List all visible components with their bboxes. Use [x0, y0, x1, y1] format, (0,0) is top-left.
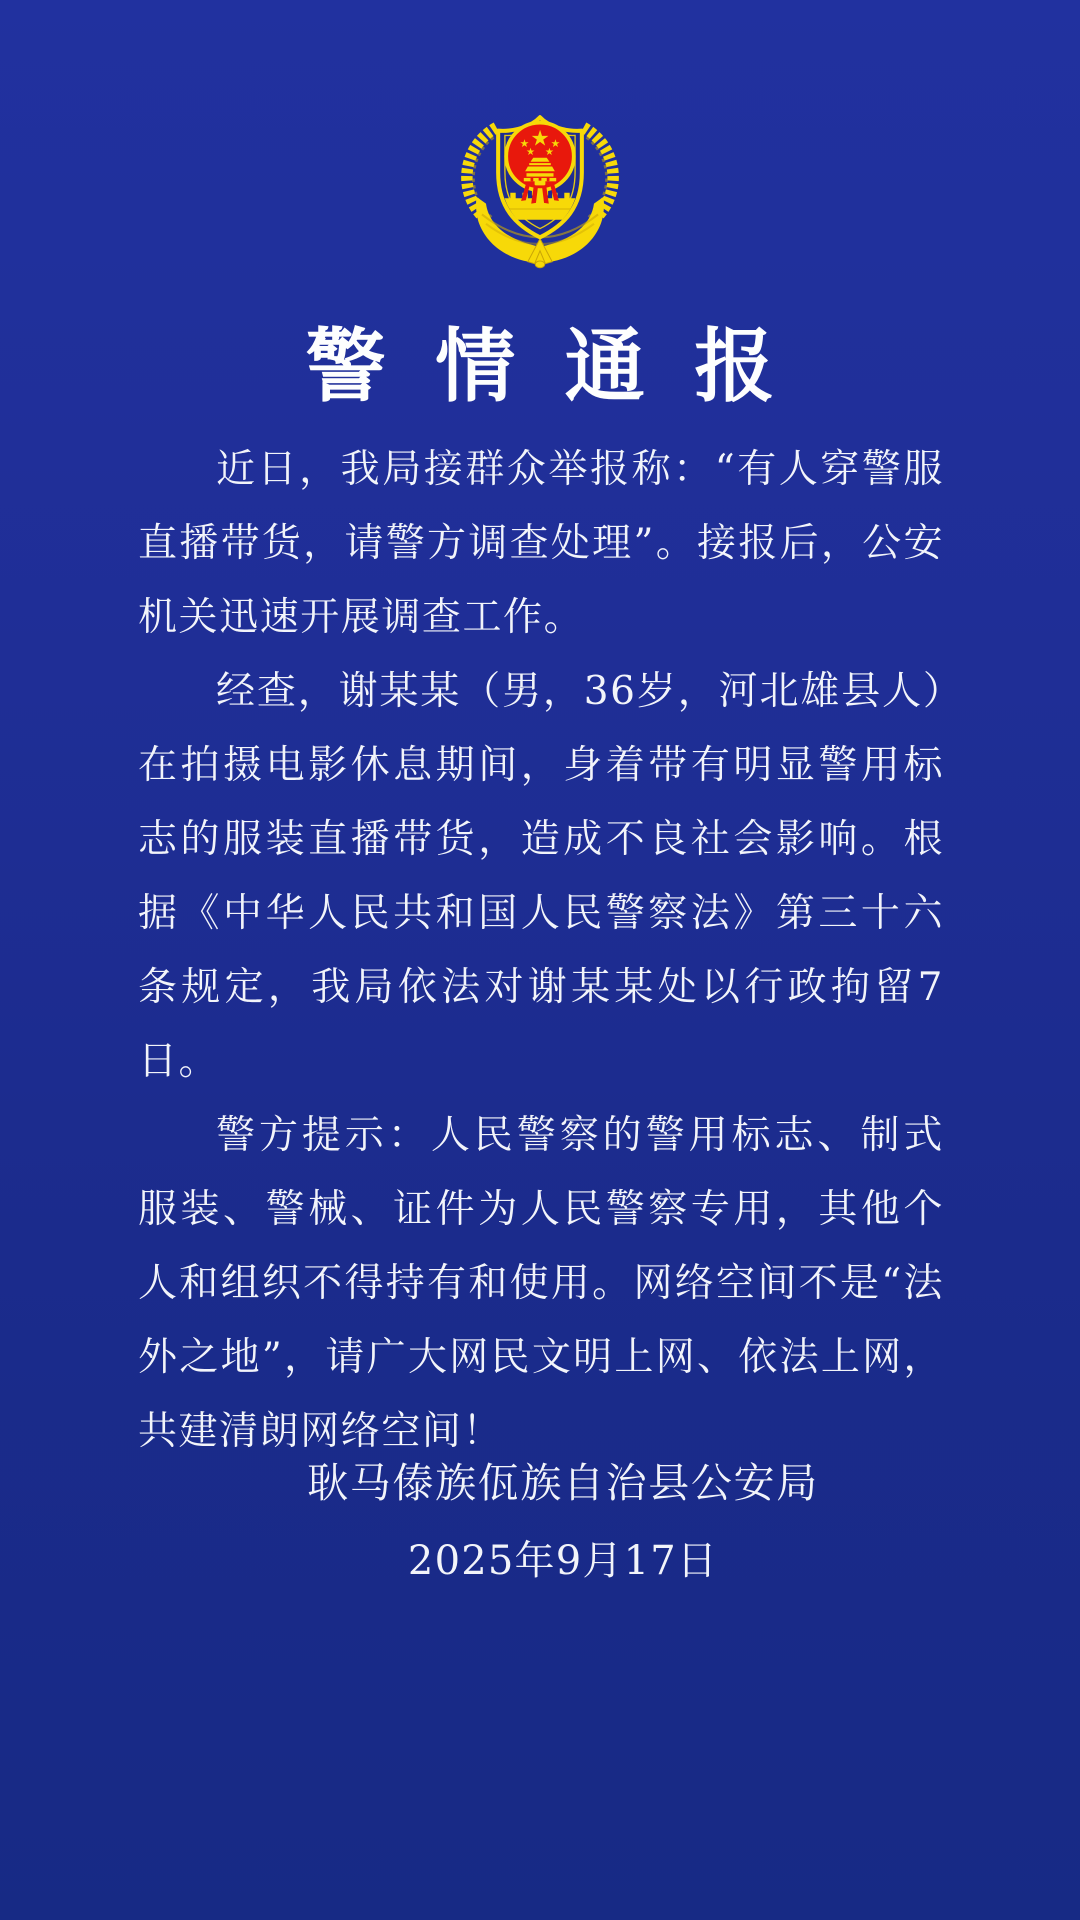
notice-body: [138, 433, 944, 1469]
notice-paragraph-warning: 警方提示：人民警察的警用标志、制式服装、警械、证件为人民警察专用，其他个人和组织不得持有和使用。网络空间不是“法外之地”，请广大网民文明上网、依法上网，共建清朗网络空间！: [138, 1113, 944, 1454]
issuing-authority: 耿马傣族佤族自治县公安局: [307, 1459, 819, 1507]
svg-text:★: ★: [530, 126, 550, 152]
notice-paragraph-report: 近日，我局接群众举报称：“有人穿警服直播带货，请警方调查处理”。接报后，公安机关迅速开展调查工作。: [138, 447, 944, 640]
police-badge-icon: [459, 94, 621, 270]
svg-text:★: ★: [544, 147, 554, 158]
svg-text:★: ★: [519, 136, 530, 150]
issue-date: 2025年9月17日: [407, 1538, 719, 1584]
notice-paragraph-findings: 经查，谢某某（男，36岁，河北雄县人）在拍摄电影休息期间，身着带有明显警用标志的服装直播带货，造成不良社会影响。根据《中华人民共和国人民警察法》第三十六条规定，我局依法对谢某某处以行政拘留7日。: [138, 669, 944, 1084]
svg-text:★: ★: [526, 147, 536, 158]
svg-text:★: ★: [550, 136, 561, 150]
notice-title: 警情通报: [305, 319, 824, 413]
notice-footer: [0, 1452, 1080, 1590]
